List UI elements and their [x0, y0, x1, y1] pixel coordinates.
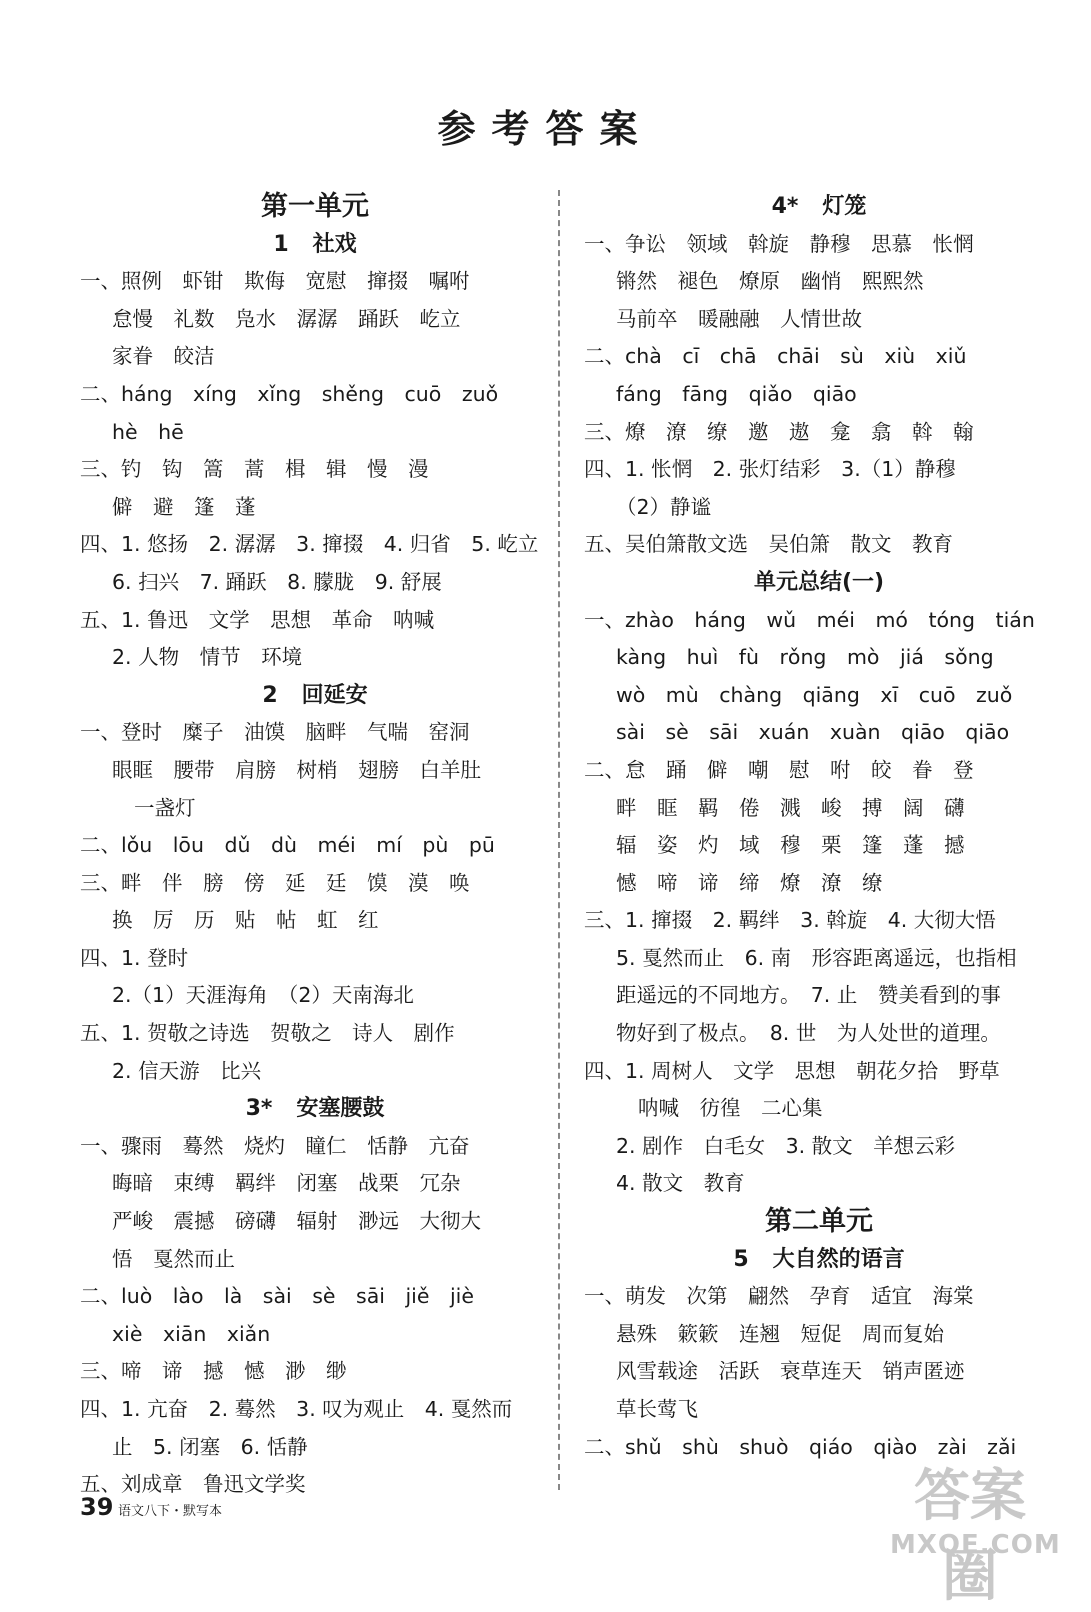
- answer-line: 晦暗 束缚 羁绊 闭塞 战栗 冗杂: [112, 1171, 461, 1196]
- answer-line: wò mù chàng qiāng xī cuō zuǒ: [616, 682, 1013, 707]
- answer-line: 四、1. 登时: [80, 945, 189, 970]
- answer-line: 止 5. 闭塞 6. 恬静: [112, 1434, 308, 1459]
- answer-line: 三、啼 谛 撼 憾 渺 缈: [80, 1359, 347, 1384]
- answer-line: 一、骤雨 蓦然 烧灼 瞳仁 恬静 亢奋: [80, 1133, 470, 1158]
- answer-line: 五、刘成章 鲁迅文学奖: [80, 1472, 306, 1497]
- answer-line: 怠慢 礼数 凫水 潺潺 踊跃 屹立: [112, 306, 461, 331]
- answer-line: hè hē: [112, 419, 184, 444]
- answer-line: 二、háng xíng xǐng shěng cuō zuǒ: [80, 381, 499, 406]
- watermark: [890, 1452, 1061, 1609]
- answer-line: 一、萌发 次第 翩然 孕育 适宜 海棠: [584, 1284, 974, 1309]
- answer-line: 严峻 震撼 磅礴 辐射 渺远 大彻大: [112, 1209, 481, 1234]
- answer-line: sài sè sāi xuán xuàn qiāo qiāo: [616, 720, 1010, 745]
- answer-line: 锵然 褪色 燎原 幽悄 熙熙然: [616, 269, 924, 294]
- answer-line: 二、luò lào là sài sè sāi jiě jiè: [80, 1284, 474, 1309]
- answer-line: 草长莺飞: [616, 1397, 698, 1421]
- lesson-heading: [80, 677, 550, 715]
- answer-line: 2.（1）天涯海角 （2）天南海北: [112, 983, 414, 1008]
- answer-line: 换 厉 历 贴 帖 虹 红: [112, 908, 379, 933]
- lesson-title: 回延安: [301, 682, 368, 708]
- answer-line: 4. 散文 教育: [616, 1171, 745, 1196]
- unit-heading: 第一单元: [261, 191, 369, 222]
- column-divider: [558, 190, 560, 1490]
- answer-line: 二、怠 踊 僻 嘲 慰 咐 皎 眷 登: [584, 757, 974, 782]
- answer-line: 悬殊 簌簌 连翘 短促 周而复始: [616, 1321, 944, 1346]
- left-column: [80, 188, 550, 1504]
- answer-line: 僻 避 篷 蓬: [112, 494, 256, 519]
- answer-line: 眼眶 腰带 肩膀 树梢 翅膀 白羊肚: [112, 757, 481, 782]
- answer-line: 二、lǒu lōu dǔ dù méi mí pù pū: [80, 833, 495, 858]
- answer-line: 2. 信天游 比兴: [112, 1058, 262, 1083]
- answer-line: 二、shǔ shù shuò qiáo qiào zài zǎi: [584, 1434, 1017, 1459]
- answer-line: 悟 戛然而止: [112, 1246, 235, 1271]
- unit-heading: 第二单元: [765, 1206, 873, 1238]
- answer-line: 三、钓 钩 篙 蒿 楫 辑 慢 漫: [80, 457, 429, 482]
- book-title: 语文八下・默写本: [118, 1504, 223, 1519]
- lesson-number: 3*: [245, 1096, 273, 1122]
- answer-line: 四、1. 悠扬 2. 潺潺 3. 撺掇 4. 归省 5. 屹立: [80, 532, 539, 557]
- answer-line: 马前卒 暖融融 人情世故: [616, 306, 862, 331]
- lesson-title: 灯笼: [822, 194, 867, 219]
- lesson-title: 社戏: [312, 231, 357, 257]
- lesson-number: 2: [262, 682, 278, 708]
- answer-line: 四、1. 怅惘 2. 张灯结彩 3.（1）静穆: [584, 457, 956, 482]
- answer-line: 一、登时 糜子 油馍 脑畔 气喘 窑洞: [80, 720, 470, 745]
- answer-line: 二、chà cī chā chāi sù xiù xiǔ: [584, 344, 967, 369]
- answer-line: 呐喊 彷徨 二心集: [638, 1096, 823, 1121]
- watermark-logo: 答案圈: [914, 1464, 1026, 1609]
- lesson-title: 安塞腰鼓: [296, 1096, 385, 1122]
- answer-line: 物好到了极点。 8. 世 为人处世的道理。: [616, 1021, 1001, 1046]
- answer-line: 五、吴伯箫散文选 吴伯箫 散文 教育: [584, 532, 953, 557]
- right-column: [584, 188, 1054, 1466]
- answer-line: 畔 眶 羁 倦 溅 峻 搏 阔 礴: [616, 795, 965, 820]
- answer-line: 风雪载途 活跃 衰草连天 销声匿迹: [616, 1359, 965, 1384]
- answer-line: 四、1. 亢奋 2. 蓦然 3. 叹为观止 4. 戛然而: [80, 1397, 513, 1421]
- answer-line: 一、zhào háng wǔ méi mó tóng tián: [584, 607, 1035, 632]
- answer-line: 三、畔 伴 膀 傍 延 廷 馍 漠 唤: [80, 870, 470, 895]
- answer-line: 6. 扫兴 7. 踊跃 8. 朦胧 9. 舒展: [112, 569, 442, 594]
- lesson-title: 大自然的语言: [772, 1246, 905, 1272]
- lesson-number: 4*: [771, 194, 799, 219]
- answer-line: （2）静谧: [616, 494, 712, 519]
- answer-line: 一、争讼 领域 斡旋 静穆 思慕 怅惘: [584, 231, 974, 256]
- lesson-heading: [584, 1241, 1054, 1279]
- answer-line: 一盏灯: [134, 795, 196, 820]
- lesson-heading: [80, 1090, 550, 1128]
- answer-line: kàng huì fù rǒng mò jiá sǒng: [616, 645, 994, 670]
- answer-line: 四、1. 周树人 文学 思想 朝花夕拾 野草: [584, 1058, 1000, 1083]
- page-number: 39: [80, 1493, 114, 1521]
- answer-line: 憾 啼 谛 缔 燎 潦 缭: [616, 870, 883, 895]
- answer-line: 三、燎 潦 缭 邀 遨 龛 翕 斡 翰: [584, 419, 974, 444]
- answer-line: 三、1. 撺掇 2. 羁绊 3. 斡旋 4. 大彻大悟: [584, 908, 996, 933]
- answer-line: 2. 人物 情节 环境: [112, 645, 303, 670]
- answer-line: 距遥远的不同地方。 7. 止 赞美看到的事: [616, 983, 1001, 1008]
- answer-line: fáng fāng qiǎo qiāo: [616, 381, 857, 406]
- watermark-url: MXQE.COM: [890, 1530, 1061, 1560]
- answer-line: 五、1. 鲁迅 文学 思想 革命 呐喊: [80, 607, 435, 632]
- lesson-heading: [584, 188, 1054, 226]
- answer-line: 家眷 皎洁: [112, 344, 215, 369]
- answer-line: xiè xiān xiǎn: [112, 1321, 271, 1346]
- answer-line: 五、1. 贺敬之诗选 贺敬之 诗人 剧作: [80, 1021, 455, 1046]
- lesson-number: 5: [733, 1246, 749, 1272]
- answer-line: 5. 戛然而止 6. 南 形容距离遥远，也指相: [616, 945, 1017, 970]
- answer-line: 2. 剧作 白毛女 3. 散文 羊想云彩: [616, 1133, 956, 1158]
- answer-line: 一、照例 虾钳 欺侮 宽慰 撺掇 嘱咐: [80, 269, 470, 294]
- page-title: 参考答案: [437, 107, 654, 151]
- answer-line: 辐 姿 灼 域 穆 栗 篷 蓬 撼: [616, 833, 965, 858]
- summary-heading: 单元总结(一): [753, 569, 885, 595]
- lesson-heading: [80, 226, 550, 264]
- lesson-number: 1: [273, 231, 289, 257]
